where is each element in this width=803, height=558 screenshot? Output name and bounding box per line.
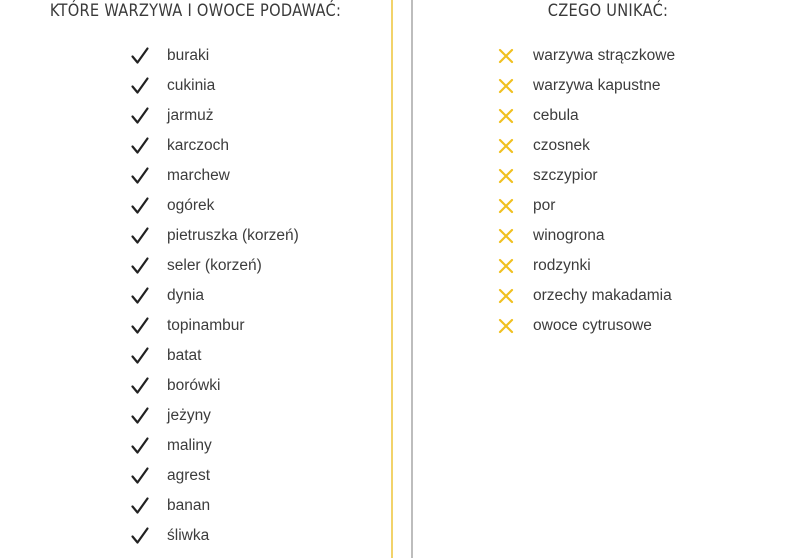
check-icon [130,76,150,96]
recommended-item-label: jeżyny [167,407,211,424]
recommended-item-label: maliny [167,437,212,454]
check-icon [130,346,150,366]
recommended-list [130,41,299,551]
avoid-item [496,131,675,161]
check-icon [130,166,150,186]
recommended-item [130,41,299,71]
recommended-item-label: pietruszka (korzeń) [167,227,299,244]
avoid-item-label: por [533,197,556,214]
check-icon [130,466,150,486]
check-icon [130,436,150,456]
recommended-item-label: cukinia [167,77,216,94]
avoid-list [496,41,675,341]
check-icon [130,376,150,396]
avoid-item [496,71,675,101]
recommended-item-label: banan [167,497,211,514]
avoid-item-label: warzywa strączkowe [533,47,676,64]
check-icon [130,406,150,426]
recommended-item [130,161,299,191]
recommended-item-label: agrest [167,467,211,484]
cross-icon [496,256,516,276]
avoid-item-label: rodzynki [533,257,591,274]
recommended-item [130,521,299,551]
recommended-item [130,401,299,431]
avoid-item-label: owoce cytrusowe [533,317,652,334]
avoid-item-label: szczypior [533,167,598,184]
check-icon [130,226,150,246]
avoid-item [496,161,675,191]
recommended-item [130,311,299,341]
recommended-item [130,491,299,521]
avoid-item [496,191,675,221]
avoid-item [496,101,675,131]
recommended-item [130,191,299,221]
cross-icon [496,136,516,156]
check-icon [130,526,150,546]
avoid-item-label: orzechy makadamia [533,287,672,304]
avoid-item [496,311,675,341]
recommended-item-label: śliwka [167,527,210,544]
recommended-item [130,281,299,311]
cross-icon [496,196,516,216]
cross-icon [496,106,516,126]
check-icon [130,286,150,306]
avoid-item [496,221,675,251]
avoid-item [496,281,675,311]
avoid-panel [411,0,803,558]
recommended-item-label: jarmuż [167,107,214,124]
recommended-item [130,341,299,371]
recommended-item [130,101,299,131]
check-icon [130,106,150,126]
recommended-item [130,251,299,281]
recommended-item-label: karczoch [167,137,230,154]
recommended-panel [0,0,393,558]
recommended-item [130,71,299,101]
avoid-item [496,41,675,71]
recommended-item-label: marchew [167,167,230,184]
check-icon [130,496,150,516]
avoid-item-label: czosnek [533,137,590,154]
cross-icon [496,166,516,186]
check-icon [130,46,150,66]
recommended-item [130,221,299,251]
recommended-heading: KTÓRE WARZYWA I OWOCE PODAWAĆ: [49,1,342,21]
recommended-item [130,431,299,461]
avoid-item-label: warzywa kapustne [533,77,661,94]
check-icon [130,136,150,156]
recommended-item [130,461,299,491]
recommended-item-label: topinambur [167,317,245,334]
recommended-item [130,371,299,401]
avoid-item-label: winogrona [533,227,605,244]
check-icon [130,256,150,276]
recommended-item-label: buraki [167,47,210,64]
recommended-item-label: ogórek [167,197,215,214]
recommended-item [130,131,299,161]
recommended-item-label: dynia [167,287,205,304]
recommended-item-label: batat [167,347,202,364]
avoid-item [496,251,675,281]
recommended-item-label: seler (korzeń) [167,257,262,274]
recommended-item-label: borówki [167,377,221,394]
check-icon [130,316,150,336]
avoid-item-label: cebula [533,107,579,124]
cross-icon [496,226,516,246]
cross-icon [496,76,516,96]
check-icon [130,196,150,216]
cross-icon [496,46,516,66]
cross-icon [496,316,516,336]
avoid-heading: CZEGO UNIKAĆ: [547,1,669,21]
cross-icon [496,286,516,306]
